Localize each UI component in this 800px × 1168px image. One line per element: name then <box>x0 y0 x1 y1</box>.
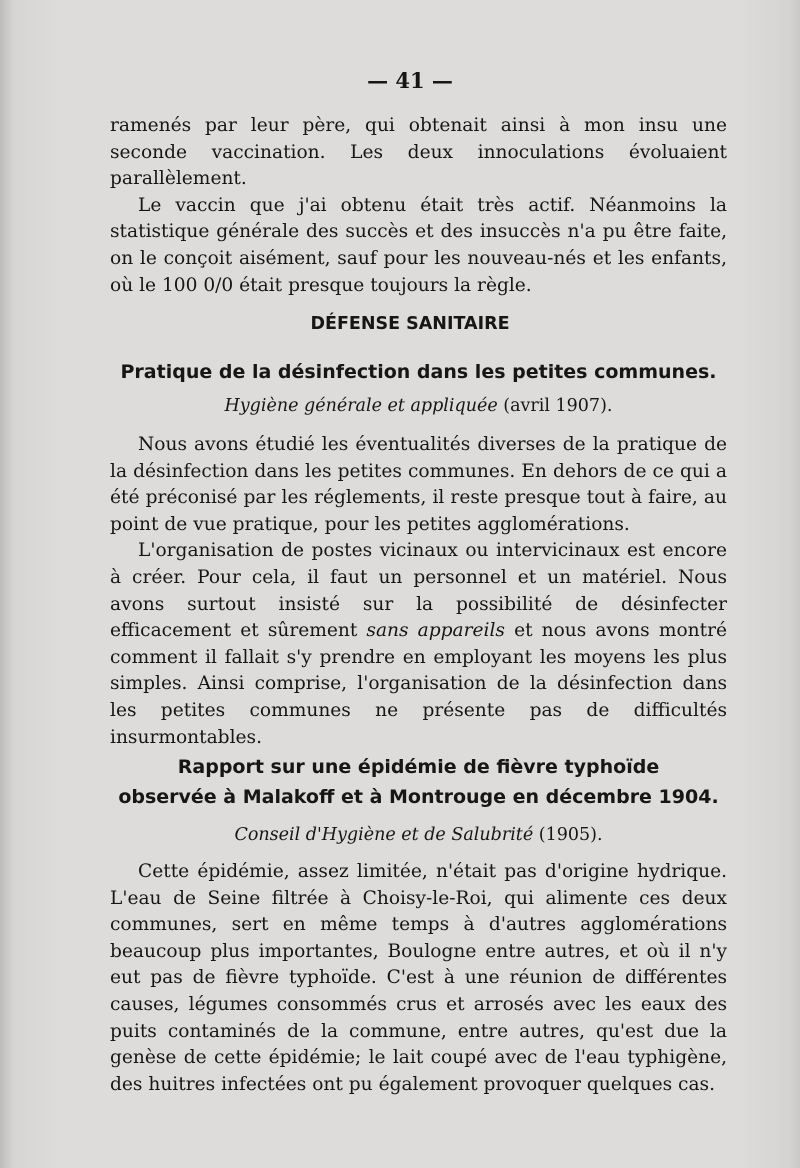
article1-p2-text-a: L'organisation de postes vicinaux ou intervicinaux est encore à créer. Pour cela, il faut un personnel et un matériel. Nous avons surtout insisté sur la possibilité de désinfecter efficacement et sûrement <box>110 540 727 642</box>
article1-paragraph-2 <box>110 538 727 751</box>
article2-source <box>110 825 727 845</box>
article2-title <box>110 752 727 812</box>
article2-source-date: (1905). <box>538 825 603 845</box>
page-number: — 41 — <box>367 68 453 93</box>
article1-source-journal: Hygiène générale et appliquée <box>224 396 498 416</box>
article1-p2-italic: sans appareils <box>366 620 505 642</box>
article1-title: Pratique de la désinfection dans les petites communes. <box>120 361 717 383</box>
article1-body <box>110 432 727 751</box>
article1-paragraph-1: Nous avons étudié les éventualités diverses de la pratique de la désinfection dans les petites communes. En dehors de ce qui a été préconisé par les réglements, il reste presque tout à faire, au point de vue pratique, pour les petites agglomérations. <box>110 434 727 535</box>
intro-paragraph-2: Le vaccin que j'ai obtenu était très actif. Néanmoins la statistique générale des succès et des insuccès n'a pu être faite, on le conçoit aisément, sauf pour les nouveau-nés et les enfants, où le 100 0/0 était presque toujours la règle. <box>110 194 727 296</box>
intro-text <box>110 113 727 299</box>
article1-source <box>110 396 727 416</box>
article1-source-date: (avril 1907). <box>503 396 613 416</box>
article1-p2-text-b: et nous avons montré comment il fallait s'y prendre en employant les moyens les plus simples. Ainsi comprise, l'organisation de la désinfection dans les petites communes ne présente pas de difficultés insurmontables. <box>110 620 727 748</box>
article2-source-body: Conseil d'Hygiène et de Salubrité <box>234 825 534 845</box>
article2-paragraph-1: Cette épidémie, assez limitée, n'était pas d'origine hydrique. L'eau de Seine filtrée à Choisy-le-Roi, qui alimente ces deux communes, sert en même temps à d'autres agglomérations beaucoup plus importantes, Boulogne entre autres, et où il n'y eut pas de fièvre typhoïde. C'est à une réunion de différentes causes, légumes consommés crus et arrosés avec les eaux des puits contaminés de la commune, entre autres, qu'est due la genèse de cette épidémie; le lait coupé avec de l'eau typhigène, des huitres infectées ont pu également provoquer quelques cas. <box>110 861 727 1095</box>
intro-paragraph-1: ramenés par leur père, qui obtenait ainsi à mon insu une seconde vaccination. Les deux innoculations évoluaient parallèlement. <box>110 115 727 190</box>
article2-body <box>110 859 727 1098</box>
article2-title-line-2: observée à Malakoff et à Montrouge en décembre 1904. <box>118 786 719 808</box>
section-heading: DÉFENSE SANITAIRE <box>310 314 510 334</box>
article2-title-line-1: Rapport sur une épidémie de fièvre typhoïde <box>177 756 660 778</box>
